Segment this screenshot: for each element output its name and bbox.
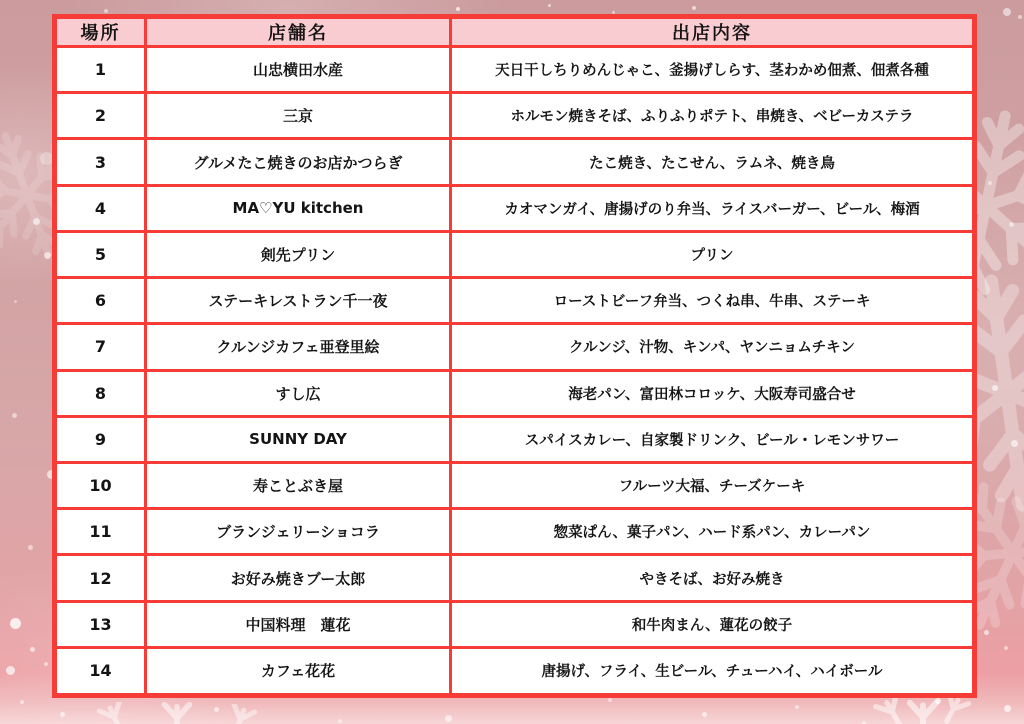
shop-name-cell: クルンジカフェ亜登里絵 [146, 324, 451, 370]
offerings-cell: フルーツ大福、チーズケーキ [451, 462, 975, 508]
offerings-cell: 唐揚げ、フライ、生ビール、チューハイ、ハイボール [451, 647, 975, 695]
booth-number-cell: 4 [55, 185, 146, 231]
shop-name-cell: 中国料理 蓮花 [146, 601, 451, 647]
booth-number-cell: 3 [55, 139, 146, 185]
snow-dot [44, 662, 48, 666]
snow-dot [1018, 15, 1022, 19]
snow-dot [28, 545, 33, 550]
snow-dot [795, 705, 799, 709]
snow-dot [338, 719, 342, 723]
shop-name-cell: カフェ花花 [146, 647, 451, 695]
booth-number-cell: 12 [55, 555, 146, 601]
snow-dot [20, 700, 24, 704]
snow-dot [1009, 222, 1014, 227]
table-row [55, 93, 975, 139]
offerings-cell: やきそば、お好み焼き [451, 555, 975, 601]
column-header-offerings: 出店内容 [451, 17, 975, 47]
offerings-cell: たこ焼き、たこせん、ラムネ、焼き鳥 [451, 139, 975, 185]
offerings-cell: 和牛肉まん、蓮花の餃子 [451, 601, 975, 647]
table-row [55, 555, 975, 601]
snow-dot [984, 630, 989, 635]
snow-dot [30, 647, 35, 652]
snow-dot [935, 698, 941, 704]
branch-icon [96, 702, 126, 724]
shop-name-cell: MA♡YU kitchen [146, 185, 451, 231]
booth-number-cell: 8 [55, 370, 146, 416]
snow-dot [445, 715, 452, 722]
branch-icon [872, 696, 904, 724]
table-row [55, 47, 975, 93]
table-row [55, 601, 975, 647]
branch-icon [942, 694, 972, 724]
branch-icon [905, 698, 941, 724]
booth-number-cell: 2 [55, 93, 146, 139]
offerings-cell: ホルモン焼きそば、ふりふりポテト、串焼き、ベビーカステラ [451, 93, 975, 139]
shop-name-cell: グルメたこ焼きのお店かつらぎ [146, 139, 451, 185]
booth-table [52, 14, 977, 698]
table-row [55, 278, 975, 324]
booth-number-cell: 10 [55, 462, 146, 508]
offerings-cell: カオマンガイ、唐揚げのり弁当、ライスバーガー、ビール、梅酒 [451, 185, 975, 231]
snow-dot [44, 252, 51, 259]
snow-dot [12, 413, 17, 418]
booth-number-cell: 1 [55, 47, 146, 93]
booth-number-cell: 11 [55, 509, 146, 555]
shop-name-cell: 剣先プリン [146, 231, 451, 277]
snow-dot [1003, 8, 1011, 16]
table-row [55, 509, 975, 555]
snow-dot [702, 712, 707, 717]
snow-dot [456, 7, 460, 11]
branch-icon [160, 700, 194, 724]
shop-name-cell: お好み焼きブー太郎 [146, 555, 451, 601]
table-row [55, 231, 975, 277]
offerings-cell: プリン [451, 231, 975, 277]
snow-dot [10, 618, 21, 629]
shop-name-cell: ステーキレストラン千一夜 [146, 278, 451, 324]
snow-dot [1004, 646, 1008, 650]
snow-dot [14, 300, 17, 303]
offerings-cell: 海老パン、富田林コロッケ、大阪寿司盛合せ [451, 370, 975, 416]
column-header-location: 場所 [55, 17, 146, 47]
shop-name-cell: 山忠横田水産 [146, 47, 451, 93]
column-header-shop-name: 店舗名 [146, 17, 451, 47]
booth-number-cell: 13 [55, 601, 146, 647]
table-row [55, 324, 975, 370]
shop-name-cell: SUNNY DAY [146, 416, 451, 462]
table-row [55, 185, 975, 231]
snow-dot [33, 218, 40, 225]
table-row [55, 370, 975, 416]
booth-number-cell: 14 [55, 647, 146, 695]
snow-dot [992, 385, 998, 391]
offerings-cell: スパイスカレー、自家製ドリンク、ビール・レモンサワー [451, 416, 975, 462]
snow-dot [1004, 705, 1011, 712]
snow-dot [104, 9, 108, 13]
snow-dot [988, 181, 992, 185]
table-row [55, 462, 975, 508]
table-row [55, 647, 975, 695]
snow-dot [214, 707, 219, 712]
booth-number-cell: 6 [55, 278, 146, 324]
booth-number-cell: 5 [55, 231, 146, 277]
shop-name-cell: 三京 [146, 93, 451, 139]
offerings-cell: クルンジ、汁物、キンパ、ヤンニョムチキン [451, 324, 975, 370]
table-row [55, 139, 975, 185]
snow-dot [548, 4, 551, 7]
offerings-cell: 惣菜ぱん、菓子パン、ハード系パン、カレーパン [451, 509, 975, 555]
table-row [55, 416, 975, 462]
branch-icon [228, 704, 258, 724]
snow-dot [60, 712, 65, 717]
offerings-cell: ローストビーフ弁当、つくね串、牛串、ステーキ [451, 278, 975, 324]
shop-name-cell: 寿ことぶき屋 [146, 462, 451, 508]
snow-dot [1011, 440, 1018, 447]
booth-number-cell: 7 [55, 324, 146, 370]
shop-name-cell: ブランジェリーショコラ [146, 509, 451, 555]
booth-number-cell: 9 [55, 416, 146, 462]
shop-name-cell: すし広 [146, 370, 451, 416]
offerings-cell: 天日干しちりめんじゃこ、釜揚げしらす、茎わかめ佃煮、佃煮各種 [451, 47, 975, 93]
header-row [55, 17, 975, 47]
snow-dot [608, 698, 612, 702]
snow-dot [6, 666, 15, 675]
snow-dot [692, 6, 696, 10]
